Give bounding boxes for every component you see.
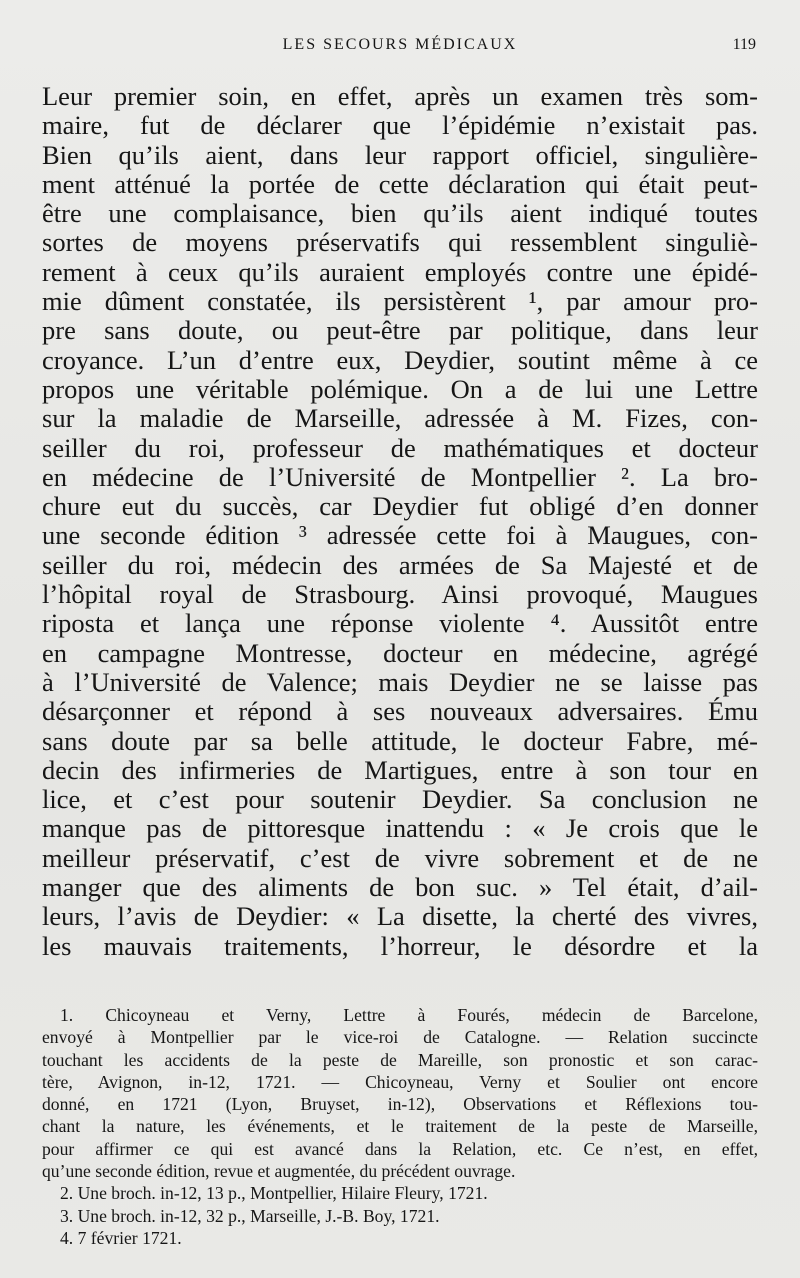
footnote-1-line: 1. Chicoyneau et Verny, Lettre à Fourés, médecin de Barcelone,: [60, 1005, 758, 1025]
text-line: croyance. L’un d’entre eux, Deydier, soutint même à ce: [42, 344, 758, 375]
text-line: rement à ceux qu’ils auraient employés contre une épidé-: [42, 256, 758, 287]
text-line: leurs, l’avis de Deydier: « La disette, la cherté des vivres,: [42, 901, 758, 932]
text-line: être une complaisance, bien qu’ils aient indiqué toutes: [42, 198, 758, 229]
text-line: sortes de moyens préservatifs qui ressemblent singuliè-: [42, 227, 758, 258]
text-line: Bien qu’ils aient, dans leur rapport officiel, singulière-: [42, 139, 758, 170]
text-line: désarçonner et répond à ses nouveaux adversaires. Ému: [42, 696, 758, 727]
text-line: ment atténué la portée de cette déclaration qui était peut-: [42, 168, 758, 199]
text-line: sur la maladie de Marseille, adressée à M. Fizes, con-: [42, 403, 758, 434]
footnotes: [42, 1004, 758, 1249]
running-title: LES SECOURS MÉDICAUX: [282, 36, 518, 53]
text-line: une seconde édition ³ adressée cette foi à Maugues, con-: [42, 520, 758, 551]
footnote-1-line: tère, Avignon, in-12, 1721. — Chicoyneau, Verny et Soulier ont encore: [42, 1071, 758, 1092]
text-line: propos une véritable polémique. On a de lui une Lettre: [42, 373, 758, 404]
text-line: chure eut du succès, car Deydier fut obligé d’en donner: [42, 491, 758, 522]
text-line: seiller du roi, professeur de mathématiques et docteur: [42, 432, 758, 463]
text-line: les mauvais traitements, l’horreur, le désordre et la: [42, 930, 758, 961]
footnote-3: 3. Une broch. in-12, 32 p., Marseille, J.-B. Boy, 1721.: [60, 1205, 440, 1226]
text-line: mie dûment constatée, ils persistèrent ¹, par amour pro-: [42, 286, 758, 317]
text-line: decin des infirmeries de Martigues, entre à son tour en: [42, 754, 758, 785]
text-line: maire, fut de déclarer que l’épidémie n’existait pas.: [42, 110, 758, 141]
running-head: [0, 36, 800, 60]
footnote-1-line: pour affirmer ce qui est avancé dans la Relation, etc. Ce n’est, en effet,: [42, 1138, 758, 1159]
text-line: à l’Université de Valence; mais Deydier ne se laisse pas: [42, 666, 758, 697]
footnote-1-line: chant la nature, les événements, et le traitement de la peste de Marseille,: [42, 1116, 758, 1137]
text-line: sans doute par sa belle attitude, le docteur Fabre, mé-: [42, 725, 758, 756]
text-line: meilleur préservatif, c’est de vivre sobrement et de ne: [42, 842, 758, 873]
text-line: manger que des aliments de bon suc. » Tel était, d’ail-: [42, 872, 758, 903]
text-line: pre sans doute, ou peut-être par politique, dans leur: [42, 315, 758, 346]
footnote-2: 2. Une broch. in-12, 13 p., Montpellier, Hilaire Fleury, 1721.: [60, 1183, 488, 1204]
text-line: seiller du roi, médecin des armées de Sa Majesté et de: [42, 549, 758, 580]
text-line: Leur premier soin, en effet, après un examen très som-: [42, 81, 758, 111]
text-line: riposta et lança une réponse violente ⁴. Aussitôt entre: [42, 608, 758, 639]
page-number: 119: [732, 36, 756, 53]
main-text: [42, 82, 758, 961]
footnote-1-line: envoyé à Montpellier par le vice-roi de Catalogne. — Relation succincte: [42, 1027, 758, 1048]
text-line: en campagne Montresse, docteur en médecine, agrégé: [42, 637, 758, 668]
footnote-1-line: donné, en 1721 (Lyon, Bruyset, in-12), Observations et Réflexions tou-: [42, 1094, 758, 1115]
text-line: lice, et c’est pour soutenir Deydier. Sa conclusion ne: [42, 784, 758, 815]
footnote-1-line: touchant les accidents de la peste de Mareille, son pronostic et son carac-: [42, 1049, 758, 1070]
footnote-1-line: qu’une seconde édition, revue et augmentée, du précédent ouvrage.: [42, 1161, 516, 1182]
footnote-4: 4. 7 février 1721.: [60, 1227, 182, 1248]
text-line: manque pas de pittoresque inattendu : « Je crois que le: [42, 813, 758, 844]
text-line: l’hôpital royal de Strasbourg. Ainsi provoqué, Maugues: [42, 579, 758, 610]
text-line: en médecine de l’Université de Montpellier ². La bro-: [42, 461, 758, 492]
